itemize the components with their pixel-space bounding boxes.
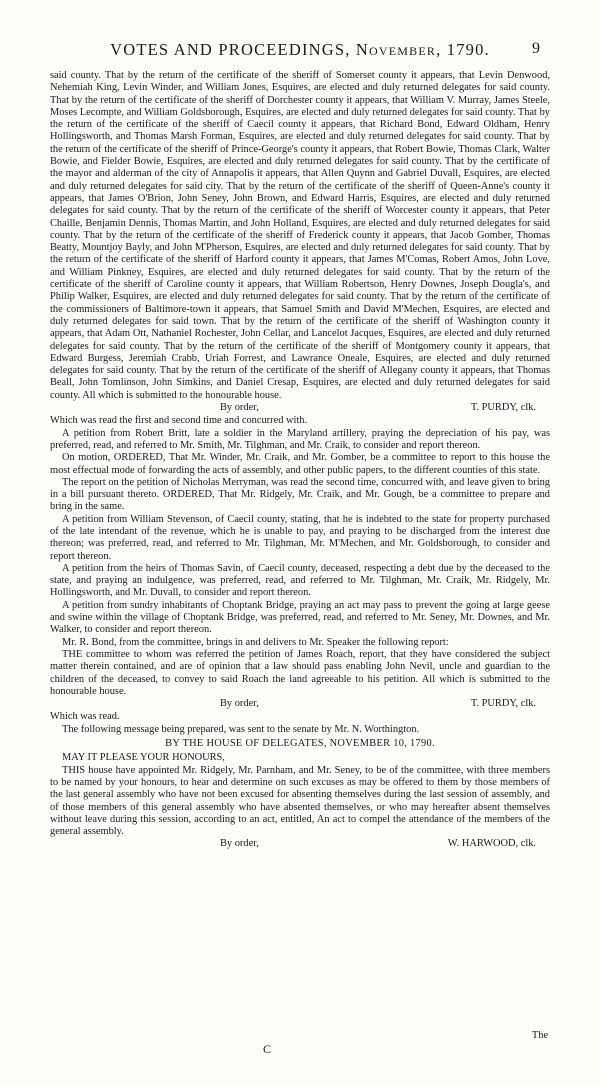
paragraph: On motion, ORDERED, That Mr. Winder, Mr. Craik, and Mr. Gomber, be a committee to report to this house the most effectual mode of forwarding the acts of assembly, and other public papers, to the different counties of this state. — [50, 452, 550, 476]
paragraph: A petition from the heirs of Thomas Savin, of Caecil county, deceased, respecting a debt due by the deceased to the state, and praying an indulgence, was preferred, read, and referred to Mr. Tilghman, Mr. Craik, Mr. Ridgely, Mr. Hollingsworth, and Mr. Duvall, to consider and report thereon. — [50, 562, 550, 599]
clerk-signature: W. HARWOOD, clk. — [447, 838, 536, 850]
paragraph: A petition from Robert Britt, late a soldier in the Maryland artillery, praying the depreciation of his pay, was preferred, read, and referred to Mr. Smith, Mr. Tilghman, and Mr. Craik, to consider and report thereon. — [50, 427, 550, 451]
by-order-label: By order, — [220, 402, 259, 414]
paragraph: The following message being prepared, was sent to the senate by Mr. N. Worthington. — [62, 723, 420, 735]
page-header — [50, 40, 550, 68]
message-salutation: MAY IT PLEASE YOUR HONOURS, — [62, 752, 225, 764]
paragraph: A petition from sundry inhabitants of Choptank Bridge, praying an act may pass to prevent the going at large geese and swine within the village of Choptank Bridge, was preferred, read, and referred to Mr. Seney, Mr. Downes, and Mr. Walker, to consider and report thereon. — [50, 599, 550, 636]
catchword: The — [531, 1030, 548, 1041]
clerk-signature: T. PURDY, clk. — [470, 402, 536, 414]
clerk-signature: T. PURDY, clk. — [470, 698, 536, 710]
page-number: 9 — [532, 40, 540, 57]
signature-line — [50, 402, 550, 414]
paragraph: The report on the petition of Nicholas Merryman, was read the second time, concurred with, and leave given to bring in a bill pursuant thereto. ORDERED, That Mr. Ridgely, Mr. Craik, and Mr. Gough, be a committee to prepare and bring in the same. — [50, 476, 550, 513]
paragraph: Mr. R. Bond, from the committee, brings in and delivers to Mr. Speaker the following report: — [62, 636, 449, 648]
signature-line — [50, 698, 550, 710]
running-title: VOTES AND PROCEEDINGS, November, 1790. — [110, 40, 490, 59]
by-order-label: By order, — [220, 838, 259, 850]
signature-mark: C — [263, 1042, 272, 1056]
paragraph: Which was read. — [50, 711, 120, 723]
paragraph: A petition from William Stevenson, of Caecil county, stating, that he is indebted to the state for property purchased of the late intendant of the revenue, which he is unable to pay, and praying to be discharged from the interest due thereon; was preferred, read, and referred to Mr. Tilghman, Mr. M'Mechen, and Mr. Goldsborough, to consider and report thereon. — [50, 513, 550, 562]
message-heading: BY THE HOUSE OF DELEGATES, NOVEMBER 10, 1790. — [165, 738, 435, 750]
body-text — [50, 70, 550, 852]
signature-line — [50, 838, 550, 850]
paragraph: THE committee to whom was referred the petition of James Roach, report, that they have considered the subject matter therein contained, and are of opinion that a law should pass enabling John Nevil, uncle and guardian to the children of the deceased, to convey to said Roach the land agreeable to his petition. All which is submitted to the honourable house. — [50, 648, 550, 697]
returns-paragraph: said county. That by the return of the certificate of the sheriff of Somerset county it appears, that Levin Denwood, Nehemiah King, Levin Winder, and William Jones, Esquires, are elected and duly returned delegates for said county. That by the return of the certificate of the sheriff of Dorchester county it appears, that William V. Murray, James Steele, Moses Lecompte, and William Goldsborough, Esquires, are elected and duly returned delegates for said county. That by the return of the certificate of the sheriff of Caecil county it appears, that Richard Bond, Edward Oldham, Henry Hollingsworth, and Thomas Marsh Forman, Esquires, are elected and duly returned delegates for said county. That by the return of the certificate of the sheriff of Prince-George's county it appears, that Robert Bowie, Thomas Clark, Walter Bowie, and Fielder Bowie, Esquires, are elected and duly returned delegates for said county. That by the certificate of the mayor and alderman of the city of Annapolis it appears, that Allen Quynn and Gabriel Duvall, Esquires, are elected and duly returned delegates for said city. That by the return of the certificate of the sheriff of Queen-Anne's county it appears, that James O'Brion, John Seney, John Brown, and Edward Harris, Esquires, are elected and duly returned delegates for said county. That by the return of the certificate of the sheriff of Worcester county it appears, that Peter Chaille, Benjamin Dennis, Thomas Martin, and John Holland, Esquires, are elected and duly returned delegates for said county. That by the return of the certificate of the sheriff of Frederick county it appears, that Jacob Gomber, Thomas Beatty, Mountjoy Bayly, and John M'Pherson, Esquires, are elected and duly returned delegates for said county. That by the return of the certificate of the sheriff of Harford county it appears, that James M'Comas, Robert Amos, John Love, and William Pinkney, Esquires, are elected and duly returned delegates for said county. That by the return of the certificate of the sheriff of Caroline county it appears, that William Robertson, Henry Downes, Joseph Dougla's, and Philip Walker, Esquires, are elected and duly returned delegates for said county. That by the return of the certificate of the commissioners of Baltimore-town it appears, that Samuel Smith and David M'Mechen, Esquires, are elected and duly returned delegates for said town. That by the return of the certificate of the sheriff of Washington county it appears, that Adam Ott, Nathaniel Rochester, John Cellar, and Lancelot Jacques, Esquires, are elected and duly returned delegates for said county. That by the return of the certificate of the sheriff of Montgomery county it appears, that Edward Burgess, Jeremiah Crabb, Uriah Forrest, and Lawrance Oneale, Esquires, are elected and duly returned delegates for said county. That by the return of the certificate of the sheriff of Allegany county it appears, that Thomas Beall, John Tomlinson, John Simkins, and Daniel Cresap, Esquires, are elected and duly returned delegates for said county. All which is submitted to the honourable house. — [50, 70, 550, 401]
by-order-label: By order, — [220, 698, 259, 710]
paragraph: Which was read the first and second time and concurred with. — [50, 415, 308, 427]
message-text: THIS house have appointed Mr. Ridgely, Mr. Parnham, and Mr. Seney, to be of the committee, with three members to be named by your honours, to hear and determine on such excuses as may be offered to them by those members of the last general assembly who have not been excused for absenting themselves during the last session of assembly, and of those members of this general assembly who have absented themselves, or who may hereafter absent themselves without leave during this session, according to an act, entitled, An act to compel the attendance of the members of the general assembly. — [50, 764, 550, 838]
